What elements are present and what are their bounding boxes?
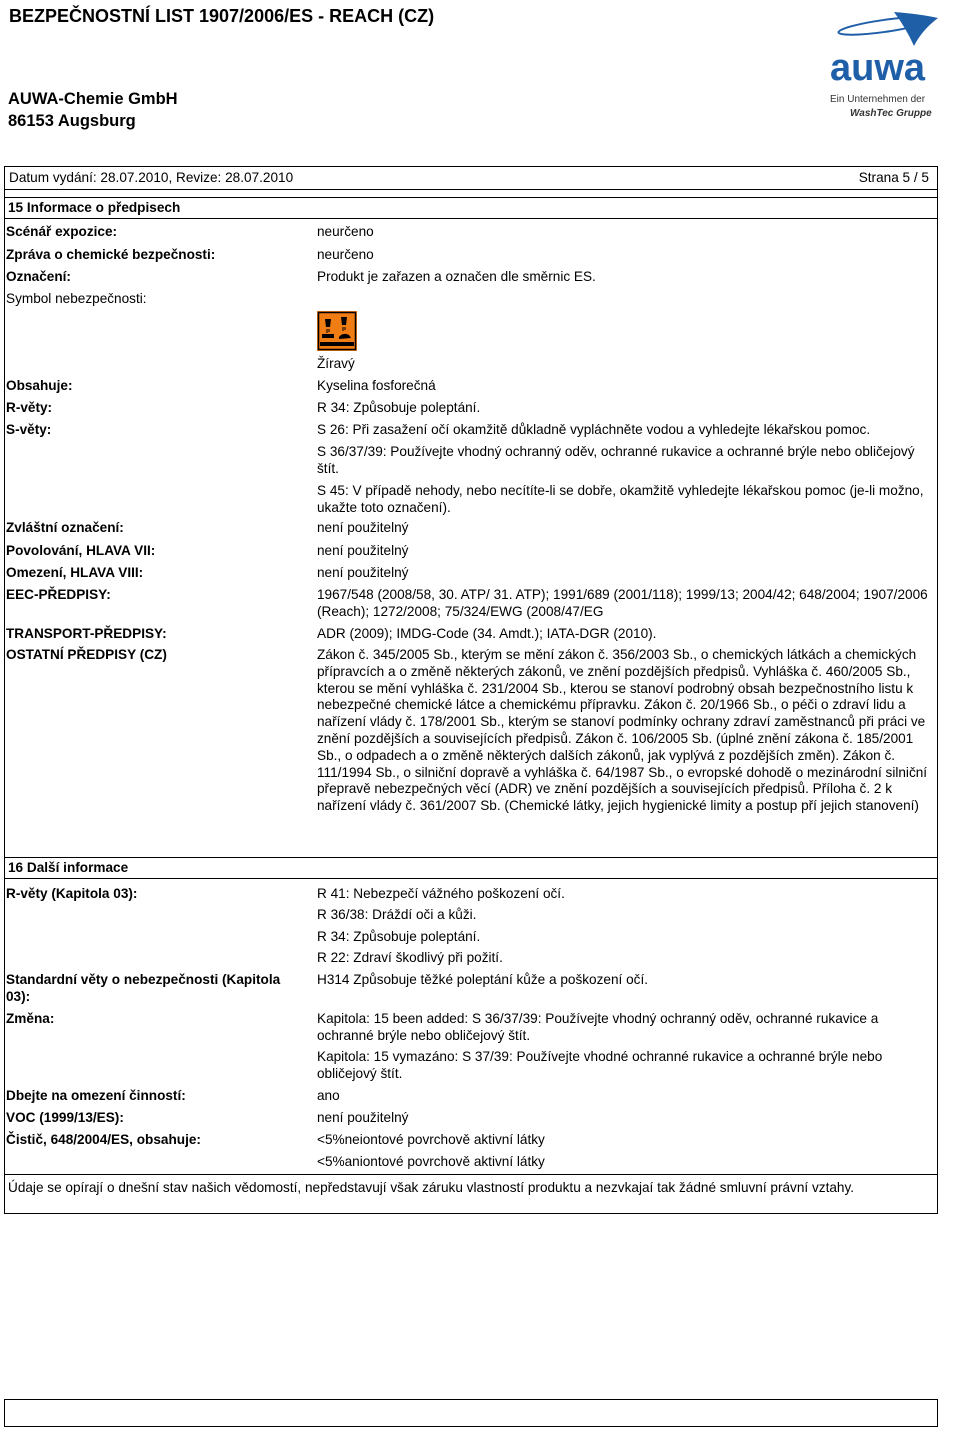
date-page-bar — [4, 166, 938, 190]
s-phrase-36-37-39: S 36/37/39: Používejte vhodný ochranný oděv, ochranné rukavice a ochranné brýle nebo obličejový štít. — [317, 444, 915, 476]
contains-label: Obsahuje: — [6, 378, 73, 393]
transport-value: ADR (2009); IMDG-Code (34. Amdt.); IATA-DGR (2010). — [317, 626, 657, 641]
symbol-name: Žíravý — [317, 356, 355, 371]
voc-value: není použitelný — [317, 1110, 409, 1125]
symbol-label: Symbol nebezpečnosti: — [6, 291, 147, 306]
cleaner-anionic: <5%aniontové povrchově aktivní látky — [317, 1154, 545, 1169]
restriction-value: není použitelný — [317, 565, 409, 580]
contains-value: Kyselina fosforečná — [317, 378, 436, 393]
csr-label: Zpráva o chemické bezpečnosti: — [6, 247, 216, 262]
footer-box — [4, 1399, 938, 1427]
hazard-statement-h314: H314 Způsobuje těžké poleptání kůže a poškození očí. — [317, 972, 648, 987]
disclaimer-bottom-rule — [4, 1213, 938, 1214]
logo-tagline-1: Ein Unternehmen der — [830, 94, 926, 105]
exposure-label: Scénář expozice: — [6, 224, 118, 239]
marking-label: Označení: — [6, 269, 71, 284]
s-phrase-45: S 45: V případě nehody, nebo necítíte-li se dobře, okamžitě vyhledejte lékařskou pomoc (je-li možno, ukažte toto označení). — [317, 483, 924, 515]
change-label: Změna: — [6, 1011, 55, 1026]
r-phrases-value: R 34: Způsobuje poleptání. — [317, 400, 481, 415]
hazard-statements-label: Standardní věty o nebezpečnosti (Kapitola 03): — [6, 972, 281, 1004]
company-block — [8, 88, 178, 132]
s-phrases-label: S-věty: — [6, 422, 52, 437]
cleaner-nonionic: <5%neiontové povrchově aktivní látky — [317, 1132, 545, 1147]
authorisation-label: Povolování, HLAVA VII: — [6, 543, 156, 558]
eec-value: 1967/548 (2008/58, 30. ATP/ 31. ATP); 1991/689 (2001/118); 1999/13; 2004/42; 648/2004; 1907/2006 (Reach); 1272/2008; 75/324/EWG (2008/47/EG — [317, 587, 928, 619]
company-name: AUWA-Chemie GmbH — [8, 90, 178, 108]
frame-right — [937, 190, 938, 1214]
transport-label: TRANSPORT-PŘEDPISY: — [6, 626, 167, 641]
other-regulations-value: Zákon č. 345/2005 Sb., kterým se mění zákon č. 356/2003 Sb., o chemických látkách a chemických přípravcích a o změně některých zákonů, ve znění pozdějších předpisů. Vyhláška č. 460/2005 Sb., kterou se mění vyhláška č. 231/2004 Sb., kterou se stanoví podrobný obsah bezpečnostního listu k nebezpečné chemické látce a chemickému přípravku. Zákon č. 20/1966 Sb., o péči o zdraví lidu a nařízení vlády č. 178/2001 Sb., kterým se stanoví podmínky ochrany zdraví zaměstnanců při práci ve znění pozdějších a souvisejících předpisů. Zákon č. 106/2005 Sb. (úplné znění zákona č. 185/2001 Sb., o odpadech a o změně některých dalších zákonů, jak vyplývá z pozdějších změn). Zákon č. 111/1994 Sb., o silniční dopravě a vyhláška č. 64/1987 Sb., o evropské dohodě o mezinárodní silniční přepravě nebezpečných věcí (ADR) ve znění pozdějších a souvisejících předpisů. Příloha č. 2 k nařízení vlády č. 361/2007 Sb. (Chemické látky, jejich hygienické limity a postup pří jejich stanovení) — [317, 647, 928, 814]
exposure-value: neurčeno — [317, 224, 374, 239]
auwa-logo — [826, 2, 944, 124]
change-removed: Kapitola: 15 vymazáno: S 37/39: Používejte vhodné ochranné rukavice a ochranné brýle nebo obličejový štít. — [317, 1049, 883, 1081]
special-value: není použitelný — [317, 520, 409, 535]
r-chapter-label: R-věty (Kapitola 03): — [6, 886, 138, 901]
restrictions-label: Dbejte na omezení činností: — [6, 1088, 186, 1103]
voc-label: VOC (1999/13/ES): — [6, 1110, 124, 1125]
r-41: R 41: Nebezpečí vážného poškození očí. — [317, 886, 565, 901]
cleaner-label: Čistič, 648/2004/ES, obsahuje: — [6, 1132, 201, 1147]
other-regulations-label: OSTATNÍ PŘEDPISY (CZ) — [6, 647, 167, 662]
section-15-heading: 15 Informace o předpisech — [4, 197, 938, 219]
logo-wordmark: auwa — [830, 47, 926, 89]
r-phrases-label: R-věty: — [6, 400, 53, 415]
date-revision: Datum vydání: 28.07.2010, Revize: 28.07.2010 — [9, 169, 294, 185]
disclaimer: Údaje se opírají o dnešní stav našich vědomostí, nepředstavují však záruku vlastností produktu a nezvkajaí tak žádné smluvní právní vztahy. — [8, 1180, 855, 1195]
corrosive-icon — [317, 311, 357, 351]
company-city: 86153 Augsburg — [8, 112, 136, 130]
restrictions-value: ano — [317, 1088, 340, 1103]
change-added: Kapitola: 15 been added: S 36/37/39: Používejte vhodný ochranný oděv, ochranné rukavice a ochranné brýle nebo obličejový štít. — [317, 1011, 879, 1043]
document-title: BEZPEČNOSTNÍ LIST 1907/2006/ES - REACH (CZ) — [9, 6, 435, 26]
frame-left — [4, 190, 5, 1214]
marking-value: Produkt je zařazen a označen dle směrnic ES. — [317, 269, 596, 284]
s-phrase-26: S 26: Při zasažení očí okamžitě důkladně vypláchněte vodou a vyhledejte lékařskou pomoc. — [317, 422, 871, 437]
section-16-heading: 16 Další informace — [4, 857, 938, 879]
csr-value: neurčeno — [317, 247, 374, 262]
restriction-label: Omezení, HLAVA VIII: — [6, 565, 144, 580]
r-22: R 22: Zdraví škodlivý při požití. — [317, 950, 503, 965]
eec-label: EEC-PŘEDPISY: — [6, 587, 111, 602]
logo-tagline-2: WashTec Gruppe — [850, 108, 932, 119]
disclaimer-top-rule — [4, 1174, 938, 1175]
r-34: R 34: Způsobuje poleptání. — [317, 929, 481, 944]
authorisation-value: není použitelný — [317, 543, 409, 558]
page-number: Strana 5 / 5 — [858, 169, 929, 185]
special-label: Zvláštní označení: — [6, 520, 124, 535]
r-36-38: R 36/38: Dráždí oči a kůži. — [317, 907, 477, 922]
